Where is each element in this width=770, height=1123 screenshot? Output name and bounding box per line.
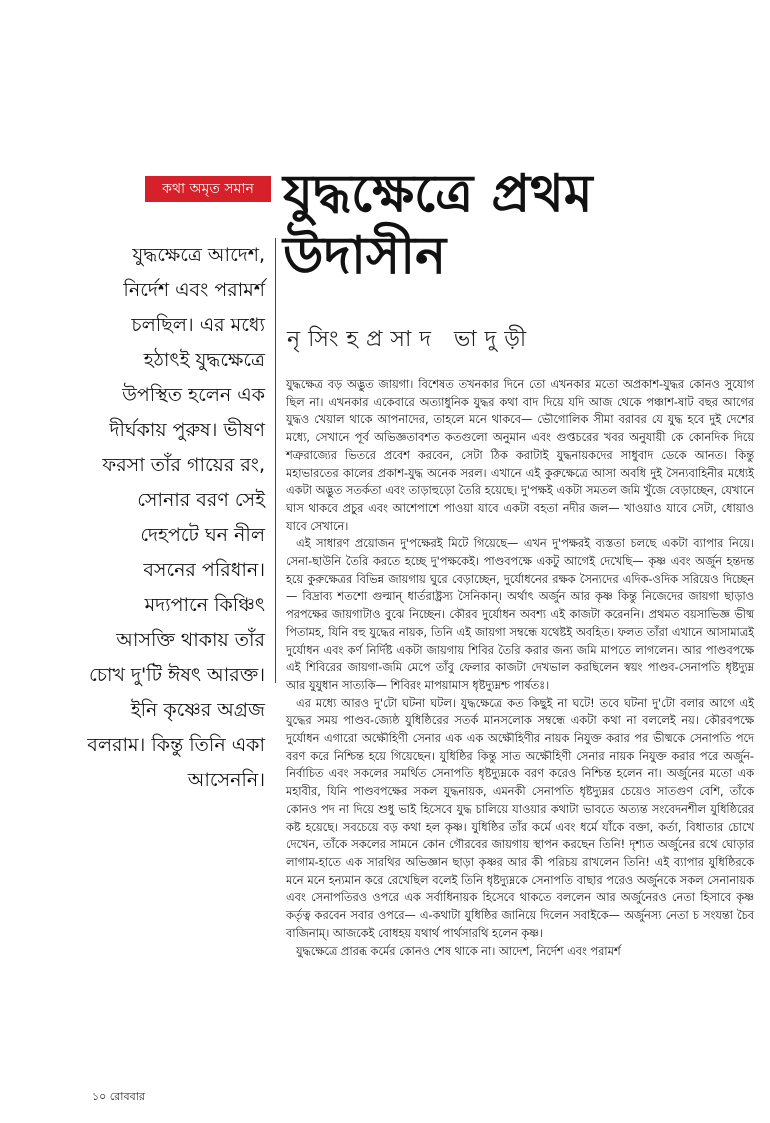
pull-quote-line: দেহপটে ঘন নীল [140, 524, 265, 546]
pull-quote-line: চোখ দু'টি ঈষৎ আরক্ত। [89, 664, 265, 686]
pull-quote [60, 238, 265, 798]
pull-quote-line: হঠাৎই যুদ্ধক্ষেত্রে [143, 349, 265, 371]
page-number: ১০ [92, 1090, 107, 1103]
pull-quote-line: নির্দেশ এবং পরামর্শ [123, 279, 265, 301]
column-divider [275, 238, 276, 683]
pull-quote-line: মদ্যপানে কিঞ্চিৎ [144, 594, 265, 616]
article-paragraph: যুদ্ধক্ষেত্র বড় অদ্ভুত জায়গা। বিশেষত তখনকার দিনে তো এখনকার মতো অপ্রকাশ-যুদ্ধর কোনও সুযোগ ছিল না। এখনকার একেবারে অত্যাধুনিক যুদ্ধর কথা বাদ দিয়ে যদি আজ থেকে পঞ্চাশ-ষাট বছর আগের যুদ্ধও খেয়াল থাকে আপনাদের, তাহলে মনে থাকবে— ভৌগোলিক সীমা বরাবর যে যুদ্ধ হবে দুই দেশের মধ্যে, সেখানে পূর্ব অভিজ্ঞতাবশত কতগুলো অনুমান এবং গুপ্তচরের খবর অনুযায়ী কে কোনদিক দিয়ে শত্রুরাজ্যের ভিতরে প্রবেশ করবেন, সেটা ঠিক করাটাই যুদ্ধনায়কদের সাধুবাদ ডেকে আনত। কিন্তু মহাভারতের কালের প্রকাশ-যুদ্ধ অনেক সরল। এখানে এই কুরুক্ষেত্রে আসা অবধি দুই সৈন্যবাহিনীর মধ্যেই একটা অদ্ভুত সতর্কতা এবং তাড়াহুড়ো তৈরি হয়েছে। দু'পক্ষই একটা সমতল জমি খুঁজে বেড়াচ্ছেন, যেখানে ঘাস থাকবে প্রচুর এবং আশেপাশে পাওয়া যাবে একটা বহতা নদীর জল— খাওয়াও যাবে সেটা, ধোয়াও যাবে সেখানে। [286, 378, 754, 533]
pull-quote-line: সোনার বরণ সেই [137, 489, 265, 511]
pull-quote-line: বসনের পরিধান। [143, 559, 265, 581]
article-body [286, 376, 754, 960]
article-paragraph: এর মধ্যে আরও দু'টো ঘটনা ঘটল। যুদ্ধক্ষেত্রে কত কিছুই না ঘটে! তবে ঘটনা দু'টো বলার আগে এই যুদ্ধের সময় পাণ্ডব-জ্যেষ্ঠ যুধিষ্ঠিরের সতর্ক মানসলোক সম্বন্ধে একটা কথা না বললেই নয়। কৌরবপক্ষে দুর্যোধন এগারো অক্ষৌহিণী সেনার এক এক অক্ষৌহিণীর নায়ক নিযুক্ত করার পর ভীষ্মকে সেনাপতি পদে বরণ করে নিশ্চিন্ত হয়ে গিয়েছেন। যুধিষ্ঠির কিন্তু সাত অক্ষৌহিণী সেনার নায়ক নিযুক্ত করার পরে অর্জুন-নির্বাচিত এবং সকলের সমর্থিত সেনাপতি ধৃষ্টদ্যুম্নকে বরণ করেও নিশ্চিন্ত হলেন না। অর্জুনের মতো এক মহাবীর, যিনি পাণ্ডবপক্ষের সকল যুদ্ধনায়ক, এমনকী সেনাপতি ধৃষ্টদ্যুম্নর চেয়েও সাতগুণ বেশি, তাঁকে কোনও পদ না দিয়ে শুধু ভাই হিসেবে যুদ্ধ চালিয়ে যাওয়ার কথাটা ভাবতে অত্যন্ত সংবেদনশীল যুধিষ্ঠিরের কষ্ট হয়েছে। সবচেয়ে বড় কথা হল কৃষ্ণ। যুধিষ্ঠির তাঁর কর্মে এবং ধর্মে যাঁকে বক্তা, কর্তা, বিধাতার চোখে দেখেন, তাঁকে সকলের সামনে কোন গৌরবের জায়গায় স্থাপন করছেন তিনি! দৃশ্যত অর্জুনের রথে ঘোড়ার লাগাম-হাতে এক সারথির অভিজ্ঞান ছাড়া কৃষ্ণর আর কী পরিচয় রাখলেন তিনি! এই ব্যাপার যুধিষ্ঠিরকে মনে মনে হন্যমান করে রেখেছিল বলেই তিনি ধৃষ্টদ্যুম্নকে সেনাপতি বাছার পরেও অর্জুনকে সকল সেনানায়ক এবং সেনাপতিরও ওপরে এক সর্বাধিনায়ক হিসেবে থাকতে বললেন আর অর্জুনেরও নেতা হিসাবে কৃষ্ণ কর্তৃত্ব করবেন সবার ওপরে— এ-কথাটা যুধিষ্ঠির জানিয়ে দিলেন সবাইকে— অর্জুনস্য নেতা চ সংযন্তা চৈব বাজিনাম্। আজকেই বোধহয় যথার্থ পার্থসারথি হলেন কৃষ্ণ। [286, 696, 754, 940]
pull-quote-line: উপস্থিত হলেন এক [122, 384, 265, 406]
headline-line-2: উদাসীন [283, 226, 447, 286]
article-paragraph: এই সাধারণ প্রয়োজন দু'পক্ষেরই মিটে গিয়েছে— এখন দু'পক্ষরই ব্যস্ততা চলছে একটা ব্যাপার নিয়ে। সেনা-ছাউনি তৈরি করতে হচ্ছে দু'পক্ষকেই। পাণ্ডবপক্ষে একটু আগেই দেখেছি— কৃষ্ণ এবং অর্জুন হন্তদন্ত হয়ে কুরুক্ষেত্রর বিভিন্ন জায়গায় ঘুরে বেড়াচ্ছেন, দুর্যোধনের রক্ষক সৈন্যদের এদিক-ওদিক সরিয়েও দিচ্ছেন— বিদ্রাব্য শতশো গুল্মান্ ধার্তরাষ্ট্রস্য সৈনিকান্। অর্থাৎ অর্জুন আর কৃষ্ণ কিন্তু নিজেদের জায়গা ছাড়াও পরপক্ষের জায়গাটাও বুঝে নিচ্ছেন। কৌরব দুর্যোধন অবশ্য এই কাজটা করেননি। প্রথমত বয়সাভিজ্ঞ ভীষ্ম পিতামহ, যিনি বহু যুদ্ধের নায়ক, তিনি এই জায়গা সম্বন্ধে যথেষ্টই অবহিত। ফলত তাঁরা এখানে আসামাত্রই দুর্যোধন এবং কর্ণ নির্দিষ্ট একটা জায়গায় শিবির তৈরি করার জন্য জমি মাপতে লাগলেন। আর পাণ্ডবপক্ষে এই শিবিরের জায়গা-জমি মেপে তাঁবু ফেলার কাজটা দেখভাল করছিলেন স্বয়ং পাণ্ডব-সেনাপতি ধৃষ্টদ্যুম্ন আর যুযুধান সাত্যকি— শিবিরং মাপয়ামাস ধৃষ্টদ্যুম্নশ্চ পার্ষতঃ। [286, 537, 754, 692]
pull-quote-line: ফরসা তাঁর গায়ের রং, [102, 454, 265, 476]
page-footer [92, 1088, 145, 1107]
section-tag: কথা অমৃত সমান [145, 176, 271, 202]
pull-quote-line: চলছিল। এর মধ্যে [131, 314, 265, 336]
pull-quote-line: বলরাম। কিন্তু তিনি একা [87, 734, 265, 756]
headline-line-1: যুদ্ধক্ষেত্রে প্রথম [283, 164, 593, 224]
pull-quote-line: যুদ্ধক্ষেত্রে আদেশ, [132, 244, 265, 266]
pull-quote-line: ইনি কৃষ্ণের অগ্রজ [130, 699, 265, 721]
pull-quote-line: দীর্ঘকায় পুরুষ। ভীষণ [109, 419, 265, 441]
headline [283, 163, 753, 287]
pull-quote-line: আসক্তি থাকায় তাঁর [116, 629, 265, 651]
author-byline: নৃসিংহপ্রসাদ ভাদুড়ী [287, 327, 535, 352]
article-paragraph: যুদ্ধক্ষেত্রে প্রারব্ধ কর্মের কোনও শেষ থাকে না। আদেশ, নির্দেশ এবং পরামর্শ [296, 944, 621, 958]
pull-quote-line: আসেননি। [187, 769, 265, 791]
publication-name: রোববার [109, 1090, 145, 1103]
